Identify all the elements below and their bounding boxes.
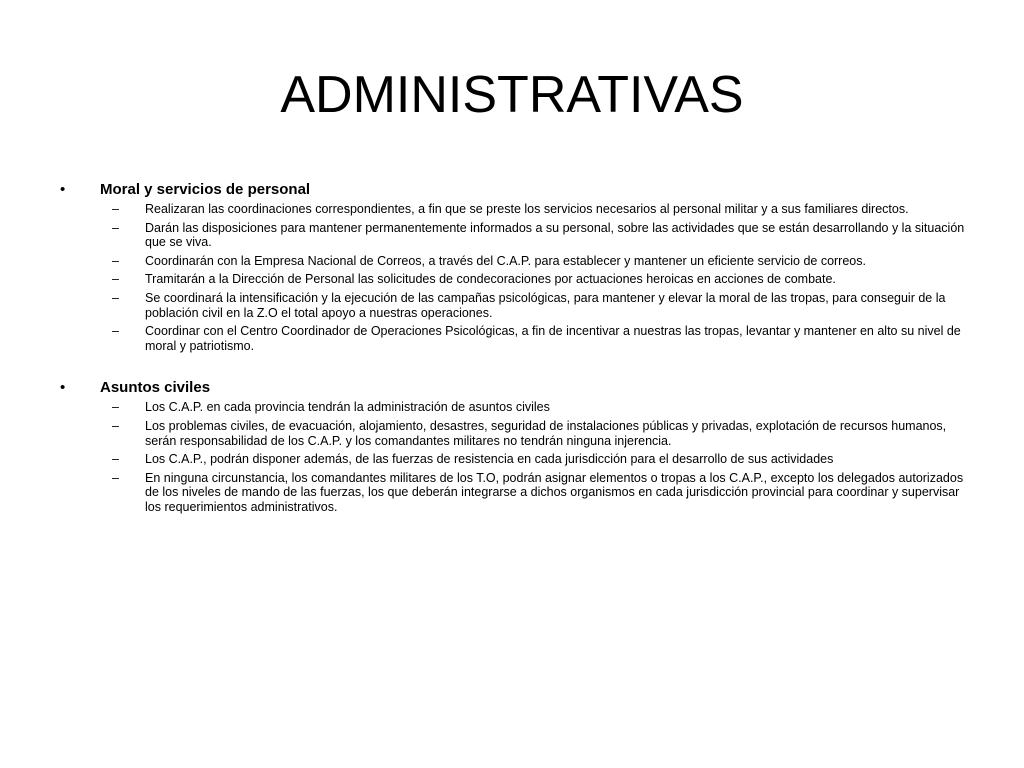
list-item-text: Darán las disposiciones para mantener permanentemente informados a su personal, sobre las actividades que se están desarrollando y la situación que se viva. [145,220,965,250]
list-item-text: Realizaran las coordinaciones correspondientes, a fin que se preste los servicios necesarios al personal militar y a sus familiares directos. [145,202,909,216]
slide-title: ADMINISTRATIVAS [280,66,744,124]
list-item [60,221,970,250]
list-item-text: Coordinarán con la Empresa Nacional de Correos, a través del C.A.P. para establecer y mantener un eficiente servicio de correos. [145,253,866,268]
section-heading-row [60,180,970,200]
list-item [60,291,970,320]
section-asuntos-civiles [60,378,970,514]
sub-list [60,400,970,514]
section-heading-row [60,378,970,398]
list-item-text: Se coordinará la intensificación y la ejecución de las campañas psicológicas, para mantener y elevar la moral de las tropas, para conseguir de la población civil en la Z.O el total apoyo a nuestras operaciones. [145,290,946,320]
list-item-text: Los C.A.P., podrán disponer además, de las fuerzas de resistencia en cada jurisdicción para el desarrollo de sus actividades [145,452,834,467]
dash-icon: – [112,202,119,216]
dash-icon: – [112,290,119,305]
dash-icon: – [112,272,119,287]
slide-body [60,180,970,519]
list-item [60,254,970,269]
list-item [60,324,970,353]
list-item-text: Coordinar con el Centro Coordinador de Operaciones Psicológicas, a fin de incentivar a nuestras las tropas, levantar y mantener en alto su nivel de moral y patriotismo. [145,324,961,353]
list-item [60,452,970,467]
list-item-text: Tramitarán a la Dirección de Personal las solicitudes de condecoraciones por actuaciones heroicas en acciones de combate. [145,272,836,287]
bullet-icon: • [60,181,66,198]
dash-icon: – [112,400,119,415]
list-item [60,202,970,217]
bullet-icon: • [60,379,66,397]
list-item [60,272,970,287]
list-item-text: En ninguna circunstancia, los comandantes militares de los T.O, podrán asignar elementos o tropas a los C.A.P., excepto los delegados autorizados de los niveles de mando de las fuerzas, los que deberán integrarse a dichos organismos en cada jurisdicción provincial para coordinar y supervisar los requerimientos administrativos. [145,470,964,514]
dash-icon: – [112,253,119,268]
section-heading: Asuntos civiles [100,379,211,397]
sub-list [60,202,970,353]
dash-icon: – [112,452,119,467]
section-moral-personal [60,180,970,353]
list-item [60,471,970,515]
dash-icon: – [112,418,119,433]
list-item [60,400,970,415]
list-item [60,419,970,448]
list-item-text: Los problemas civiles, de evacuación, alojamiento, desastres, seguridad de instalaciones públicas y privadas, explotación de recursos humanos, serán responsabilidad de los C.A.P. y los comandantes militares no tendrán ninguna injerencia. [145,418,947,448]
list-item-text: Los C.A.P. en cada provincia tendrán la administración de asuntos civiles [145,400,550,415]
dash-icon: – [112,324,119,339]
dash-icon: – [112,220,119,235]
dash-icon: – [112,470,119,485]
section-heading: Moral y servicios de personal [100,181,311,198]
